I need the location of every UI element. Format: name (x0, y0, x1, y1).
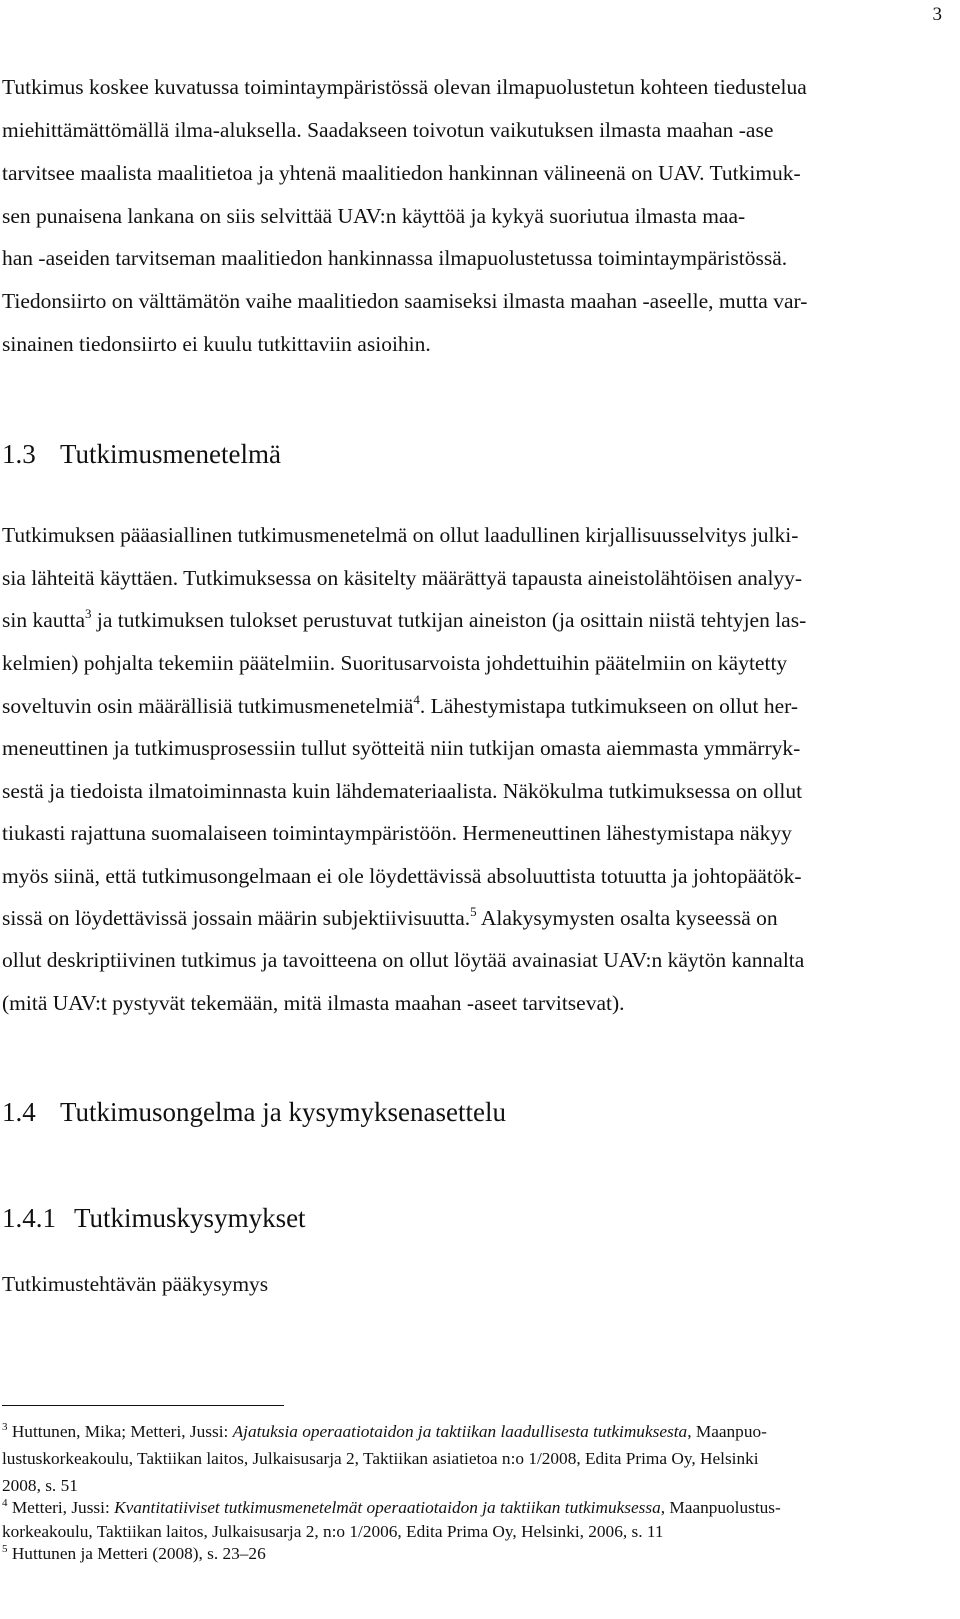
footnote-3 (2, 1421, 767, 1442)
text-line: meneuttinen ja tutkimusprosessiin tullut syötteitä niin tutkijan omasta aiemmasta ymmärryk- (2, 736, 801, 760)
section-title: Tutkimusmenetelmä (60, 439, 281, 469)
text-span: sissä on löydettävissä jossain määrin subjektiivisuutta. (2, 906, 471, 930)
text-line: sia lähteitä käyttäen. Tutkimuksessa on käsitelty määrättyä tapausta aineistolähtöisen analyy- (2, 566, 803, 590)
text-span: , Maanpuo- (687, 1422, 767, 1441)
subheading-text: Tutkimustehtävän pääkysymys (2, 1272, 269, 1296)
footnote-4 (2, 1497, 781, 1518)
text-line (2, 693, 798, 719)
text-span: ja tutkimuksen tulokset perustuvat tutkijan aineiston (ja osittain niistä tehtyjen las- (91, 608, 807, 632)
text-line: (mitä UAV:t pystyvät tekemään, mitä ilmasta maahan -aseet tarvitsevat). (2, 991, 625, 1015)
footnote-3-cont: lustuskorkeakoulu, Taktiikan laitos, Julkaisusarja 2, Taktiikan asiatietoa n:o 1/2008, Edita Prima Oy, Helsinki (2, 1449, 759, 1468)
section-heading-1-4 (2, 1096, 506, 1128)
text-line (2, 607, 806, 633)
text-span: Huttunen, Mika; Metteri, Jussi: (7, 1422, 233, 1441)
section-number: 1.3 (2, 439, 36, 469)
text-span: Metteri, Jussi: (7, 1498, 115, 1517)
section-number: 1.4 (2, 1097, 36, 1127)
text-line: myös siinä, että tutkimusongelmaan ei ole löydettävissä absoluuttista totuutta ja johtopäätök- (2, 864, 802, 888)
footnote-marker: 3 (2, 1421, 8, 1433)
footnote-ref-4[interactable]: 4 (413, 692, 420, 707)
text-line: sestä ja tiedoista ilmatoiminnasta kuin lähdemateriaalista. Näkökulma tutkimuksessa on ollut (2, 779, 803, 803)
text-line: Tiedonsiirto on välttämätön vaihe maalitiedon saamiseksi ilmasta maahan -aseelle, mutta var- (2, 289, 808, 313)
text-line (2, 905, 778, 931)
text-line: han -aseiden tarvitseman maalitiedon hankinnassa ilmapuolustetussa toimintaympäristössä. (2, 246, 788, 270)
page-number: 3 (932, 4, 942, 25)
text-span: Huttunen ja Metteri (2008), s. 23–26 (7, 1544, 266, 1563)
section-heading-1-3 (2, 438, 281, 470)
text-line: tiukasti rajattuna suomalaiseen toimintaympäristöön. Hermeneuttinen lähestymistapa näkyy (2, 821, 792, 845)
footnote-ref-5[interactable]: 5 (470, 904, 477, 919)
text-line: kelmien) pohjalta tekemiin päätelmiin. Suoritusarvoista johdettuihin päätelmiin on käytetty (2, 651, 788, 675)
section-title: Tutkimuskysymykset (74, 1203, 306, 1233)
text-span: sin kautta (2, 608, 85, 632)
section-title: Tutkimusongelma ja kysymyksenasettelu (60, 1097, 506, 1127)
text-span: , Maanpuolustus- (660, 1498, 781, 1517)
footnote-title: Kvantitatiiviset tutkimusmenetelmät operaatiotaidon ja taktiikan tutkimuksessa (114, 1498, 661, 1517)
text-line: Tutkimuksen pääasiallinen tutkimusmenetelmä on ollut laadullinen kirjallisuusselvitys julki- (2, 523, 799, 547)
footnote-marker: 4 (2, 1497, 8, 1509)
footnote-3-cont: 2008, s. 51 (2, 1476, 78, 1495)
subsection-heading-1-4-1 (2, 1202, 306, 1234)
footnote-ref-3[interactable]: 3 (85, 606, 92, 621)
section-number: 1.4.1 (2, 1203, 56, 1233)
footnote-title: Ajatuksia operaatiotaidon ja taktiikan laadullisesta tutkimuksesta (232, 1422, 688, 1441)
text-line: ollut deskriptiivinen tutkimus ja tavoitteena on ollut löytää avainasiat UAV:n käytön kannalta (2, 948, 805, 972)
text-line: sinainen tiedonsiirto ei kuulu tutkittaviin asioihin. (2, 332, 431, 356)
text-line: tarvitsee maalista maalitietoa ja yhtenä maalitiedon hankinnan välineenä on UAV. Tutkimuk- (2, 161, 801, 185)
footnote-marker: 5 (2, 1543, 8, 1555)
text-span: Alakysymysten osalta kyseessä on (476, 906, 778, 930)
text-span: soveltuvin osin määrällisiä tutkimusmenetelmiä (2, 694, 414, 718)
text-line: Tutkimus koskee kuvatussa toimintaympäristössä olevan ilmapuolustetun kohteen tiedustelua (2, 75, 807, 99)
text-line: miehittämättömällä ilma-aluksella. Saadakseen toivotun vaikutuksen ilmasta maahan -ase (2, 118, 774, 142)
text-span: . Lähestymistapa tutkimukseen on ollut her- (419, 694, 799, 718)
text-line: sen punaisena lankana on siis selvittää UAV:n käyttöä ja kykyä suoriutua ilmasta maa- (2, 204, 746, 228)
footnote-5 (2, 1543, 266, 1564)
footnote-4-cont: korkeakoulu, Taktiikan laitos, Julkaisusarja 2, n:o 1/2006, Edita Prima Oy, Helsinki, 2006, s. 11 (2, 1522, 664, 1541)
footnote-separator (2, 1405, 284, 1406)
